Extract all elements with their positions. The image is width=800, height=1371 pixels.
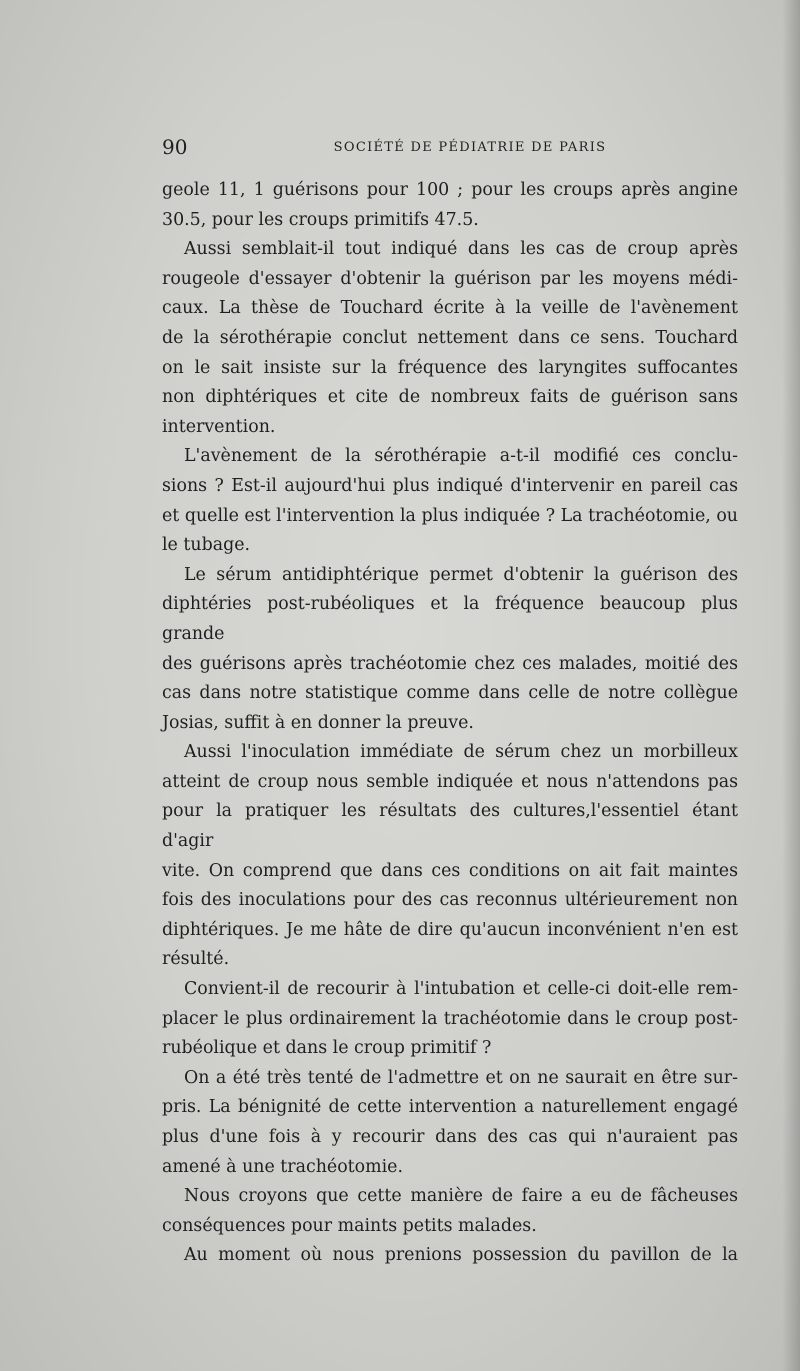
text-line: vite. On comprend que dans ces conditions on ait fait maintes	[162, 860, 738, 881]
text-line: rubéolique et dans le croup primitif ?	[162, 1038, 492, 1059]
text-line: fois des inoculations pour des cas reconnus ultérieurement non	[162, 890, 738, 911]
text-line: Le sérum antidiphtérique permet d'obtenir la guérison des	[184, 564, 738, 585]
text-line: Aussi l'inoculation immédiate de sérum chez un morbilleux	[184, 742, 738, 763]
text-line: On a été très tenté de l'admettre et on ne saurait en être sur-	[184, 1067, 738, 1088]
text-line: conséquences pour maints petits malades.	[162, 1215, 537, 1236]
text-line: Aussi semblait-il tout indiqué dans les cas de croup après	[184, 239, 738, 260]
text-line: Convient-il de recourir à l'intubation et celle-ci doit-elle rem-	[184, 979, 738, 1000]
text-line: caux. La thèse de Touchard écrite à la veille de l'avènement	[162, 298, 738, 319]
text-line: intervention.	[162, 416, 276, 437]
body-text	[162, 176, 738, 1271]
text-line: plus d'une fois à y recourir dans des cas qui n'auraient pas	[162, 1127, 738, 1147]
text-line: amené à une trachéotomie.	[162, 1156, 403, 1177]
text-line: diphtéries post-rubéoliques et la fréquence beaucoup plus grande	[162, 594, 738, 644]
page-edge-shadow	[782, 0, 800, 1371]
text-line: L'avènement de la sérothérapie a-t-il modifié ces conclu-	[184, 446, 738, 467]
text-line: non diphtériques et cite de nombreux faits de guérison sans	[162, 387, 738, 408]
text-line: pris. La bénignité de cette intervention a naturellement engagé	[162, 1097, 738, 1118]
text-line: Nous croyons que cette manière de faire a eu de fâcheuses	[184, 1186, 738, 1207]
text-line: diphtériques. Je me hâte de dire qu'aucun inconvénient n'en est	[162, 919, 738, 940]
text-line: placer le plus ordinairement la trachéotomie dans le croup post-	[162, 1008, 738, 1029]
text-line: 30.5, pour les croups primitifs 47.5.	[162, 209, 479, 230]
text-line: de la sérothérapie conclut nettement dans ce sens. Touchard	[162, 327, 738, 348]
text-line: atteint de croup nous semble indiquée et nous n'attendons pas	[162, 771, 738, 792]
text-line: cas dans notre statistique comme dans celle de notre collègue	[162, 683, 738, 704]
text-line: et quelle est l'intervention la plus indiquée ? La trachéotomie, ou	[162, 505, 738, 526]
text-line: geole 11, 1 guérisons pour 100 ; pour les croups après angine	[162, 180, 738, 200]
text-line: on le sait insiste sur la fréquence des laryngites suffocantes	[162, 357, 738, 378]
text-line: pour la pratiquer les résultats des cultures,l'essentiel étant d'agir	[162, 801, 738, 852]
text-line: des guérisons après trachéotomie chez ces malades, moitié des	[162, 653, 738, 674]
text-line: résulté.	[162, 949, 230, 970]
running-head: SOCIÉTÉ DE PÉDIATRIE DE PARIS	[333, 140, 607, 155]
text-line: sions ? Est-il aujourd'hui plus indiqué d'intervenir en pareil cas	[162, 475, 738, 496]
text-line: le tubage.	[162, 535, 251, 556]
page-number: 90	[162, 135, 188, 159]
text-line: Au moment où nous prenions possession du pavillon de la	[184, 1245, 738, 1266]
text-line: Josias, suffit à en donner la preuve.	[162, 712, 474, 733]
page-header	[162, 132, 738, 162]
text-line: rougeole d'essayer d'obtenir la guérison par les moyens médi-	[162, 268, 738, 289]
